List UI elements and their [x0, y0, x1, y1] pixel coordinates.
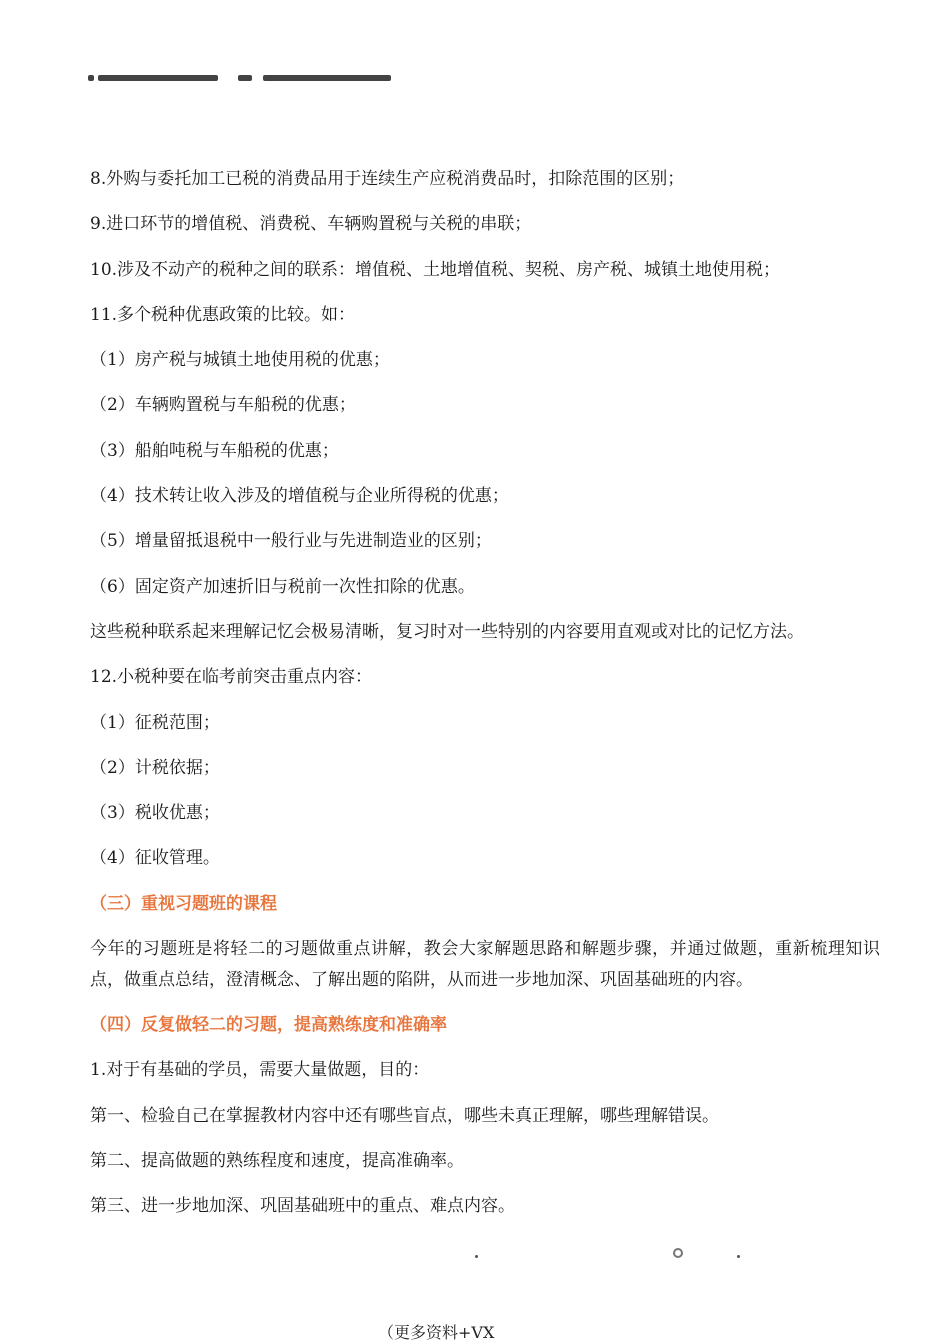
text-line: 12.小税种要在临考前突击重点内容：: [90, 667, 373, 688]
section-3-paragraph: 今年的习题班是将轻二的习题做重点讲解，教会大家解题思路和解题步骤，并通过做题，重新梳理知识点，做重点总结，澄清概念、了解出题的陷阱，从而进一步地加深、巩固基础班的内容。: [90, 939, 880, 991]
list-item: （3）船舶吨税与车船税的优惠；: [90, 440, 339, 461]
list-item: （3）税收优惠；: [90, 803, 220, 824]
list-item: （2）计税依据；: [90, 757, 220, 778]
list-item: （2）车辆购置税与车船税的优惠；: [90, 395, 356, 416]
text-line: 1.对于有基础的学员，需要大量做题，目的：: [90, 1060, 430, 1081]
text-line: 这些税种联系起来理解记忆会极易清晰，复习时对一些特别的内容要用直观或对比的记忆方法。: [90, 621, 804, 642]
section-heading-3: （三）重视习题班的课程: [90, 893, 277, 914]
text-line: 第二、提高做题的熟练程度和速度，提高准确率。: [90, 1150, 464, 1171]
text-line: 11.多个税种优惠政策的比较。如：: [90, 304, 356, 325]
header-smudge: [88, 72, 398, 84]
document-body: [90, 164, 880, 1237]
text-line: 第一、检验自己在掌握教材内容中还有哪些盲点，哪些未真正理解，哪些理解错误。: [90, 1105, 719, 1126]
text-line: 9.进口环节的增值税、消费税、车辆购置税与关税的串联；: [90, 214, 532, 235]
text-line: 10.涉及不动产的税种之间的联系：增值税、土地增值税、契税、房产税、城镇土地使用税；: [90, 259, 781, 280]
text-line: 第三、进一步地加深、巩固基础班中的重点、难点内容。: [90, 1196, 515, 1217]
footer-marks: [0, 1240, 950, 1270]
list-item: （1）房产税与城镇土地使用税的优惠；: [90, 350, 390, 371]
list-item: （4）征收管理。: [90, 848, 220, 869]
list-item: （5）增量留抵退税中一般行业与先进制造业的区别；: [90, 531, 492, 552]
section-heading-4: （四）反复做轻二的习题，提高熟练度和准确率: [90, 1015, 447, 1036]
circle-icon: [673, 1248, 683, 1258]
list-item: （4）技术转让收入涉及的增值税与企业所得税的优惠；: [90, 486, 509, 507]
list-item: （1）征税范围；: [90, 712, 220, 733]
list-item: （6）固定资产加速折旧与税前一次性扣除的优惠。: [90, 576, 475, 597]
text-line: 8.外购与委托加工已税的消费品用于连续生产应税消费品时，扣除范围的区别；: [90, 169, 685, 189]
footer-text: （更多资料+VX: [378, 1323, 495, 1342]
